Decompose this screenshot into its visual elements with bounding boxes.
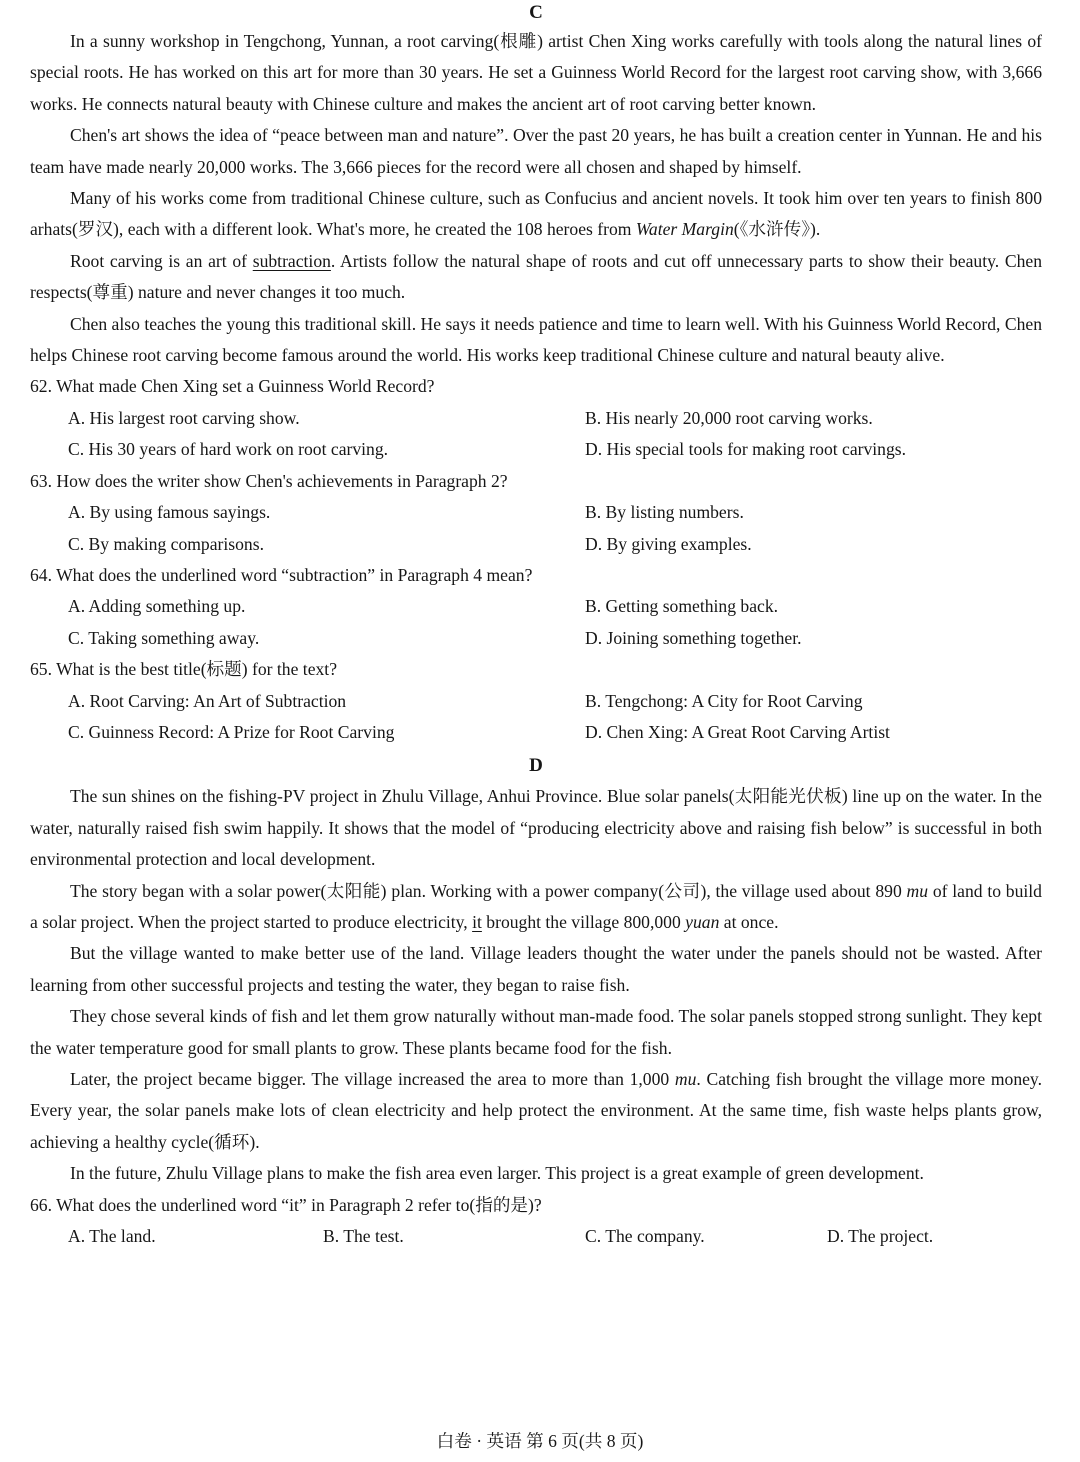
option-d: D. His special tools for making root carvings.: [585, 439, 907, 460]
section-d-heading: D: [529, 755, 543, 777]
passage-d-paragraph-5: Later, the project became bigger. The village increased the area to more than 1,000 mu. Catching fish brought the village more money. Every year, the solar panels make lots of clean electricity and help protect the environment. At the same time, fish waste helps plants grow, achieving a healthy cycle(循环).: [30, 1069, 1042, 1152]
section-c-heading: C: [529, 2, 543, 23]
option-c: C. By making comparisons.: [68, 533, 264, 554]
option-c: C. Taking something away.: [68, 627, 260, 648]
question-64: [30, 560, 1042, 654]
question-stem: 64. What does the underlined word “subtraction” in Paragraph 4 mean?: [30, 564, 533, 585]
passage-c-paragraph-2: Chen's art shows the idea of “peace between man and nature”. Over the past 20 years, he has built a creation center in Yunnan. He and his team have made nearly 20,000 works. The 3,666 pieces for the record were all chosen and shaped by himself.: [30, 125, 1042, 177]
question-stem: 66. What does the underlined word “it” in Paragraph 2 refer to(指的是)?: [30, 1194, 542, 1215]
passage-c-paragraph-3: Many of his works come from traditional Chinese culture, such as Confucius and ancient novels. It took him over ten years to finish 800 arhats(罗汉), each with a different look. What's more, he created the 108 heroes from Water Margin(《水浒传》).: [30, 188, 1042, 240]
question-stem: 65. What is the best title(标题) for the text?: [30, 659, 337, 680]
option-d: D. By giving examples.: [585, 533, 752, 554]
passage-c-paragraph-5: Chen also teaches the young this traditional skill. He says it needs patience and time to learn well. With his Guinness World Record, Chen helps Chinese root carving become famous around the world. His works keep traditional Chinese culture and natural beauty alive.: [30, 313, 1042, 366]
passage-c-paragraph-1: In a sunny workshop in Tengchong, Yunnan, a root carving(根雕) artist Chen Xing works carefully with tools along the natural lines of special roots. He has worked on this art for more than 30 years. He set a Guinness World Record for the largest root carving show, with 3,666 works. He connects natural beauty with Chinese culture and makes the ancient art of root carving better known.: [30, 31, 1042, 114]
option-c: C. His 30 years of hard work on root carving.: [68, 439, 389, 460]
passage-c-paragraph-4: Root carving is an art of subtraction. Artists follow the natural shape of roots and cut off unnecessary parts to show their beauty. Chen respects(尊重) nature and never changes it too much.: [30, 250, 1042, 303]
option-d: D. Chen Xing: A Great Root Carving Artist: [585, 721, 890, 742]
option-a: A. His largest root carving show.: [68, 407, 300, 428]
passage-d-paragraph-3: But the village wanted to make better use of the land. Village leaders thought the water under the panels should not be wasted. After learning from other successful projects and testing the water, they began to raise fish.: [30, 943, 1042, 995]
option-c: C. Guinness Record: A Prize for Root Carving: [68, 721, 395, 742]
option-b: B. Tengchong: A City for Root Carving: [585, 690, 863, 711]
page-footer: 白卷 · 英语 第 6 页(共 8 页): [436, 1431, 644, 1451]
option-c: C. The company.: [585, 1226, 705, 1247]
option-b: B. The test.: [323, 1226, 404, 1247]
option-b: B. Getting something back.: [585, 596, 779, 617]
passage-d-paragraph-1: The sun shines on the fishing-PV project in Zhulu Village, Anhui Province. Blue solar panels(太阳能光伏板) line up on the water. In the water, naturally raised fish swim happily. It shows that the model of “producing electricity above and raising fish below” is successful in both environmental protection and local development.: [30, 786, 1042, 870]
option-d: D. Joining something together.: [585, 627, 802, 648]
book-title-water-margin: Water Margin: [635, 219, 734, 240]
question-stem: 62. What made Chen Xing set a Guinness World Record?: [30, 376, 435, 397]
option-a: A. Root Carving: An Art of Subtraction: [68, 690, 347, 711]
question-65: [30, 654, 1042, 748]
question-stem: 63. How does the writer show Chen's achievements in Paragraph 2?: [30, 470, 508, 491]
question-66: [30, 1190, 1042, 1253]
question-63: [30, 466, 1042, 560]
option-d: D. The project.: [827, 1226, 934, 1247]
passage-d-paragraph-4: They chose several kinds of fish and let them grow naturally without man-made food. The solar panels stopped strong sunlight. They kept the water temperature good for small plants to grow. These plants became food for the fish.: [30, 1006, 1042, 1058]
option-a: A. Adding something up.: [68, 596, 246, 617]
option-a: A. The land.: [68, 1226, 156, 1247]
question-62: [30, 371, 1042, 465]
passage-d-paragraph-2: The story began with a solar power(太阳能) plan. Working with a power company(公司), the village used about 890 mu of land to build a solar project. When the project started to produce electricity, it brought the village 800,000 yuan at once.: [30, 880, 1042, 932]
option-b: B. By listing numbers.: [585, 502, 744, 523]
option-a: A. By using famous sayings.: [68, 502, 271, 523]
passage-d-paragraph-6: In the future, Zhulu Village plans to make the fish area even larger. This project is a great example of green development.: [70, 1163, 924, 1184]
underlined-word-subtraction: subtraction: [252, 250, 331, 271]
underlined-word-it: it: [472, 911, 482, 932]
option-b: B. His nearly 20,000 root carving works.: [585, 407, 873, 428]
